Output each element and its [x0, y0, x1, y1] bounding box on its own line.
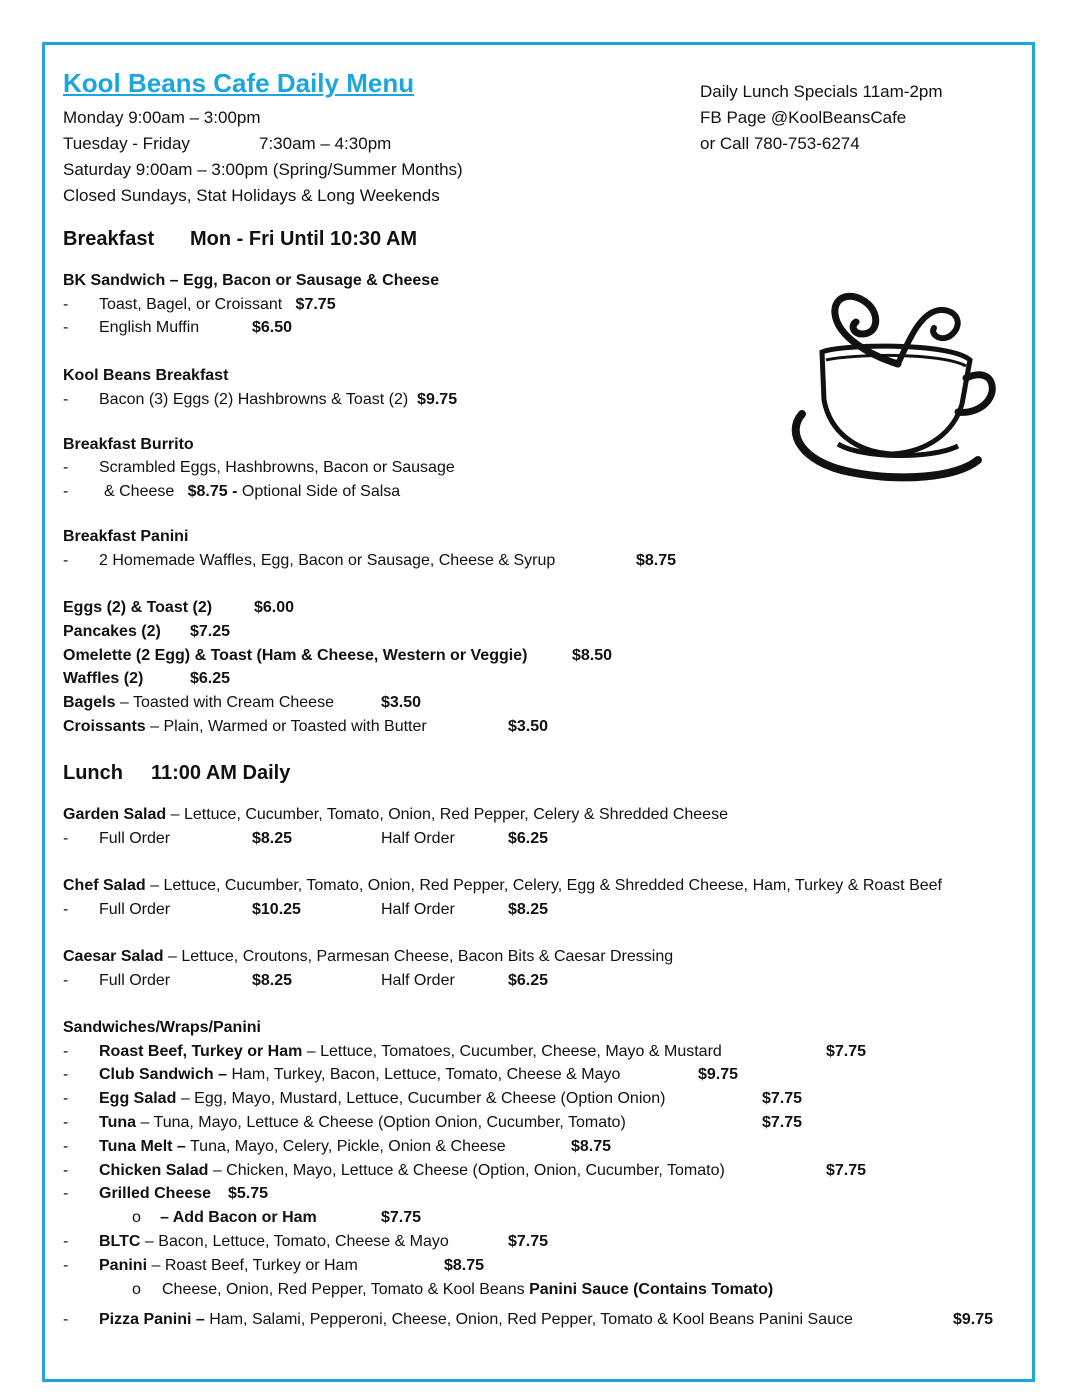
phone-number: or Call 780-753-6274 [700, 134, 860, 153]
list-item: o – Add Bacon or Ham [132, 1209, 317, 1226]
price: $8.75 [636, 552, 677, 569]
pancakes: Pancakes (2) [63, 623, 161, 640]
price: $7.75 [762, 1114, 803, 1131]
full-order-label: Full Order [99, 972, 171, 989]
list-item: - Chicken Salad – Chicken, Mayo, Lettuce & Cheese (Option, Onion, Cucumber, Tomato) [63, 1162, 725, 1179]
price: $9.75 [417, 391, 458, 408]
waffles: Waffles (2) [63, 670, 144, 687]
chef-salad: Chef Salad – Lettuce, Cucumber, Tomato, Onion, Red Pepper, Celery, Egg & Shredded Cheese, Ham, Turkey & Roast Beef [63, 877, 942, 894]
price: $5.75 [228, 1185, 269, 1202]
list-item: - Club Sandwich – Ham, Turkey, Bacon, Lettuce, Tomato, Cheese & Mayo [63, 1066, 621, 1083]
price: $3.50 [381, 694, 422, 711]
kool-beans-breakfast-desc: - Bacon (3) Eggs (2) Hashbrowns & Toast (2) $9.75 [63, 391, 458, 408]
price: $9.75 [698, 1066, 739, 1083]
bagels: Bagels – Toasted with Cream Cheese [63, 694, 334, 711]
price: $7.75 [826, 1162, 867, 1179]
price: $8.75 [571, 1138, 612, 1155]
breakfast-heading: Breakfast [63, 228, 155, 250]
garden-salad: Garden Salad – Lettuce, Cucumber, Tomato, Onion, Red Pepper, Celery & Shredded Cheese [63, 806, 728, 823]
price: $8.50 [572, 647, 613, 664]
kool-beans-breakfast-title: Kool Beans Breakfast [63, 367, 229, 384]
hours-tuesday-friday-time: 7:30am – 4:30pm [259, 134, 392, 153]
circle-bullet-icon: o [132, 1209, 141, 1226]
full-order-label: Full Order [99, 830, 171, 847]
eggs-toast: Eggs (2) & Toast (2) [63, 599, 213, 616]
price: $6.00 [254, 599, 295, 616]
half-order-label: Half Order [381, 901, 455, 918]
breakfast-burrito-desc-1: - Scrambled Eggs, Hashbrowns, Bacon or Sausage [63, 459, 455, 476]
lunch-specials-note: Daily Lunch Specials 11am-2pm [700, 82, 943, 101]
hours-monday: Monday 9:00am – 3:00pm [63, 108, 261, 127]
hours-saturday: Saturday 9:00am – 3:00pm (Spring/Summer Months) [63, 160, 463, 179]
price: $8.25 [252, 972, 293, 989]
dash: - [63, 296, 69, 313]
list-item: - BLTC – Bacon, Lettuce, Tomato, Cheese & Mayo [63, 1233, 449, 1250]
price: $7.75 [826, 1043, 867, 1060]
bk-sandwich-option-1: - Toast, Bagel, or Croissant $7.75 [63, 296, 336, 313]
price: $10.25 [252, 901, 301, 918]
caesar-salad: Caesar Salad – Lettuce, Croutons, Parmesan Cheese, Bacon Bits & Caesar Dressing [63, 948, 674, 965]
list-item: - Roast Beef, Turkey or Ham – Lettuce, Tomatoes, Cucumber, Cheese, Mayo & Mustard [63, 1043, 722, 1060]
list-item: - Panini – Roast Beef, Turkey or Ham [63, 1257, 358, 1274]
breakfast-burrito-title: Breakfast Burrito [63, 436, 194, 453]
lunch-heading: Lunch [63, 762, 123, 784]
list-item: o Cheese, Onion, Red Pepper, Tomato & Kool Beans Panini Sauce (Contains Tomato) [132, 1281, 774, 1298]
coffee-cup-icon [780, 282, 1000, 492]
circle-bullet-icon: o [132, 1281, 141, 1298]
list-item: - Tuna Melt – Tuna, Mayo, Celery, Pickle, Onion & Cheese [63, 1138, 506, 1155]
price: $6.25 [508, 972, 549, 989]
full-order-label: Full Order [99, 901, 171, 918]
price: $9.75 [953, 1311, 994, 1328]
sandwiches-title: Sandwiches/Wraps/Panini [63, 1019, 261, 1036]
price: $7.75 [295, 296, 336, 313]
price: $6.25 [508, 830, 549, 847]
facebook-page: FB Page @KoolBeansCafe [700, 108, 907, 127]
croissants: Croissants – Plain, Warmed or Toasted with Butter [63, 718, 427, 735]
list-item: - Tuna – Tuna, Mayo, Lettuce & Cheese (Option Onion, Cucumber, Tomato) [63, 1114, 626, 1131]
price: $7.75 [381, 1209, 422, 1226]
list-item: - Grilled Cheese [63, 1185, 212, 1202]
breakfast-panini-desc: - 2 Homemade Waffles, Egg, Bacon or Sausage, Cheese & Syrup [63, 552, 556, 569]
hours-tuesday-friday-days: Tuesday - Friday [63, 134, 190, 153]
list-item: - Egg Salad – Egg, Mayo, Mustard, Lettuce, Cucumber & Cheese (Option Onion) [63, 1090, 666, 1107]
menu-title: Kool Beans Cafe Daily Menu [63, 68, 415, 98]
bk-sandwich-title: BK Sandwich – Egg, Bacon or Sausage & Cheese [63, 272, 440, 289]
price: $8.75 - [187, 483, 238, 500]
omelette: Omelette (2 Egg) & Toast (Ham & Cheese, Western or Veggie) [63, 647, 528, 664]
half-order-label: Half Order [381, 972, 455, 989]
price: $7.25 [190, 623, 231, 640]
price: $7.75 [508, 1233, 549, 1250]
price: $8.75 [444, 1257, 485, 1274]
price: $3.50 [508, 718, 549, 735]
price: $8.25 [252, 830, 293, 847]
price: $6.50 [252, 319, 293, 336]
half-order-label: Half Order [381, 830, 455, 847]
bk-sandwich-option-2: - English Muffin [63, 319, 200, 336]
price: $8.25 [508, 901, 549, 918]
lunch-heading-time: 11:00 AM Daily [151, 762, 291, 784]
breakfast-heading-time: Mon - Fri Until 10:30 AM [190, 228, 418, 250]
hours-closed: Closed Sundays, Stat Holidays & Long Weekends [63, 186, 440, 205]
price: $6.25 [190, 670, 231, 687]
list-item: - Pizza Panini – Ham, Salami, Pepperoni, Cheese, Onion, Red Pepper, Tomato & Kool Beans Panini Sauce [63, 1311, 853, 1328]
breakfast-burrito-desc-2: - & Cheese $8.75 - Optional Side of Salsa [63, 483, 401, 500]
price: $7.75 [762, 1090, 803, 1107]
breakfast-panini-title: Breakfast Panini [63, 528, 189, 545]
